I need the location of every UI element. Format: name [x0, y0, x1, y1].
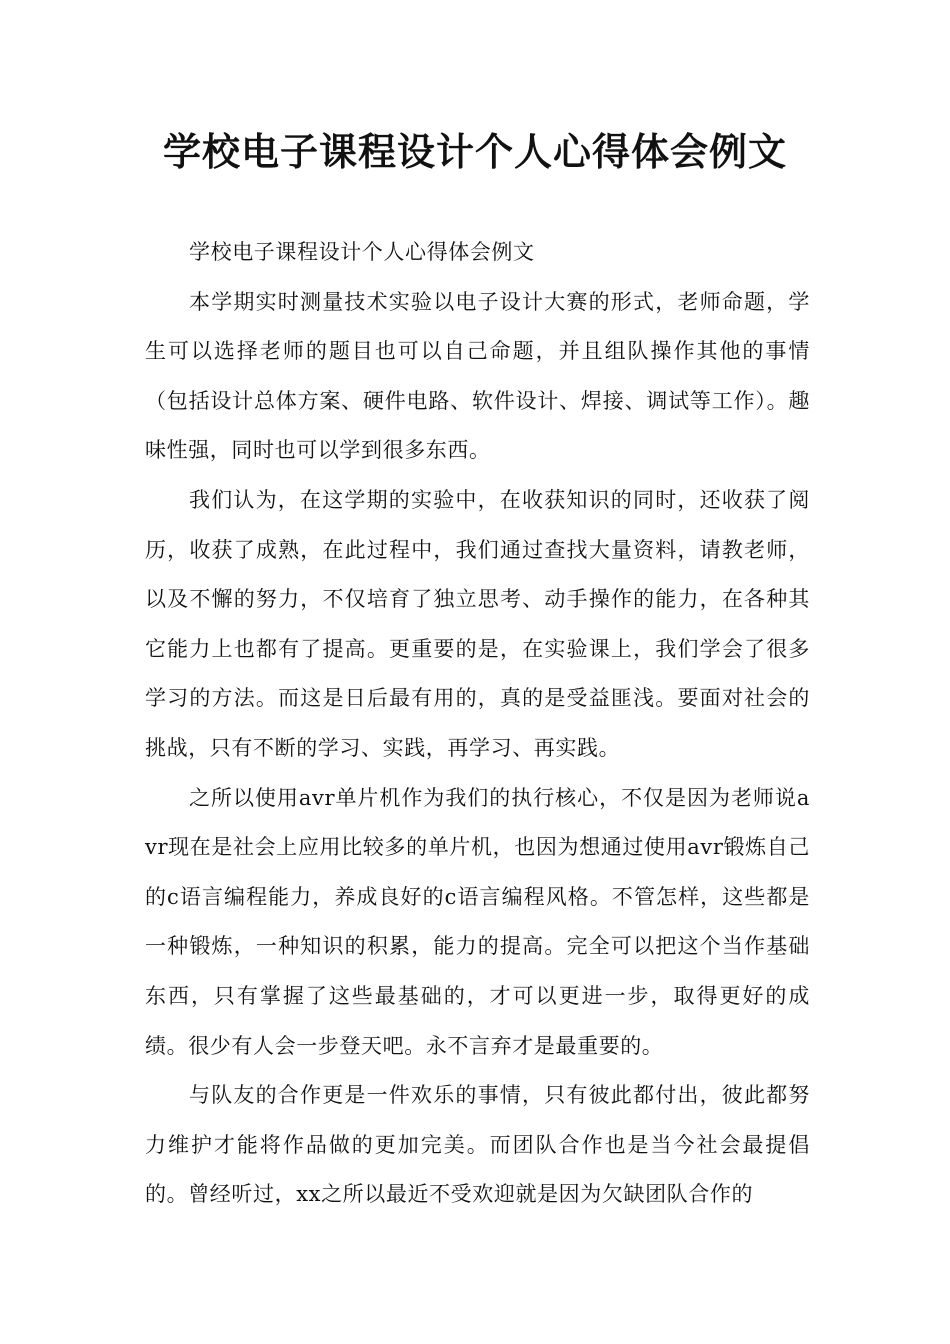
- paragraph: 学校电子课程设计个人心得体会例文: [189, 240, 535, 264]
- document-body: [145, 228, 810, 1220]
- paragraph: 我们认为，在这学期的实验中，在收获知识的同时，还收获了阅历，收获了成熟，在此过程中，我们通过查找大量资料，请教老师，以及不懈的努力，不仅培育了独立思考、动手操作的能力，在各种其它能力上也都有了提高。更重要的是，在实验课上，我们学会了很多学习的方法。而这是日后最有用的，真的是受益匪浅。要面对社会的挑战，只有不断的学习、实践，再学习、再实践。: [145, 487, 810, 760]
- document-title: 学校电子课程设计个人心得体会例文: [162, 130, 787, 174]
- paragraph: 之所以使用avr单片机作为我们的执行核心，不仅是因为老师说avr现在是社会上应用比较多的单片机，也因为想通过使用avr锻炼自己的c语言编程能力，养成良好的c语言编程风格。不管怎样，这些都是一种锻炼，一种知识的积累，能力的提高。完全可以把这个当作基础东西，只有掌握了这些最基础的，才可以更进一步，取得更好的成绩。很少有人会一步登天吧。永不言弃才是最重要的。: [145, 785, 810, 1058]
- paragraph: 与队友的合作更是一件欢乐的事情，只有彼此都付出，彼此都努力维护才能将作品做的更加完美。而团队合作也是当今社会最提倡的。曾经听过，xx之所以最近不受欢迎就是因为欠缺团队合作的: [145, 1083, 810, 1207]
- paragraph: 本学期实时测量技术实验以电子设计大赛的形式，老师命题，学生可以选择老师的题目也可以自己命题，并且组队操作其他的事情（包括设计总体方案、硬件电路、软件设计、焊接、调试等工作）。趣味性强，同时也可以学到很多东西。: [145, 289, 810, 463]
